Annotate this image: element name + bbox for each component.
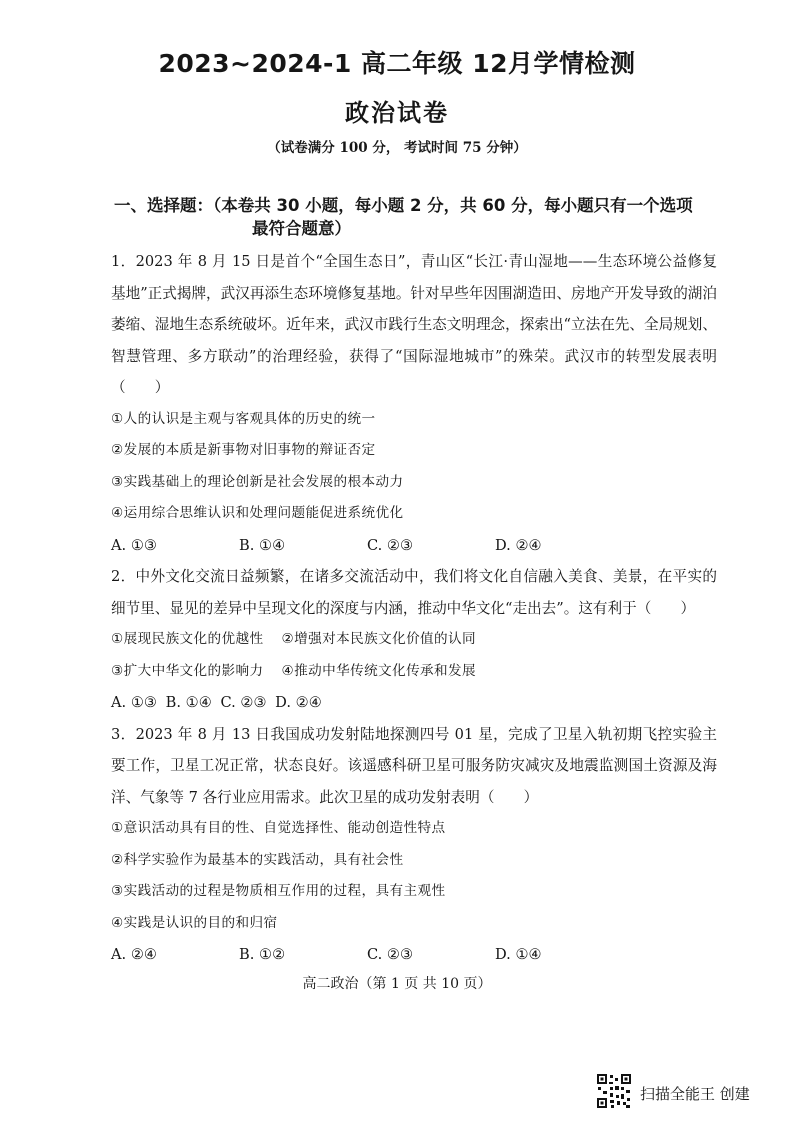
question-2-statement-4: ④推动中华传统文化传承和发展 <box>281 662 477 679</box>
question-3-answer-a: A. ②④ <box>111 946 157 963</box>
exam-note: （试卷满分 100 分， 考试时间 75 分钟） <box>267 140 527 156</box>
question-2-statement-3: ③扩大中华文化的影响力 <box>111 662 264 679</box>
question-2-statements-row-2 <box>111 656 717 688</box>
question-2-answer-c: C. ②③ <box>220 694 267 711</box>
question-3-statement-2: ②科学实验作为最基本的实践活动，具有社会性 <box>111 851 404 868</box>
question-3-answer-c: C. ②③ <box>367 946 414 963</box>
section-heading-line2: 最符合题意） <box>252 219 351 238</box>
qr-code-icon <box>596 1073 632 1109</box>
section-heading-line1: 一、选择题：（本卷共 30 小题，每小题 2 分，共 60 分，每小题只有一个选项 <box>114 196 693 215</box>
exam-title: 2023~2024-1 高二年级 12月学情检测 <box>158 49 636 78</box>
question-3-answer-b: B. ①② <box>239 946 286 963</box>
question-2-answer-a: A. ①③ <box>111 694 157 711</box>
question-1-statement-1: ①人的认识是主观与客观具体的历史的统一 <box>111 410 376 427</box>
section-heading <box>114 194 734 240</box>
question-3-statement-4: ④实践是认识的目的和归宿 <box>111 914 278 931</box>
question-2-answer-b: B. ①④ <box>165 694 212 711</box>
scanner-watermark: 扫描全能王 创建 <box>640 1085 750 1103</box>
question-1-answer-b: B. ①④ <box>239 536 286 554</box>
question-1-answer-a: A. ①③ <box>111 536 157 554</box>
question-3-answer-d: D. ①④ <box>495 946 542 963</box>
questions <box>111 246 717 971</box>
page-footer: 高二政治（第 1 页 共 10 页） <box>302 976 492 992</box>
question-2-answer-d: D. ②④ <box>275 694 322 711</box>
question-1-answer-c: C. ②③ <box>367 536 414 554</box>
question-2-statement-1: ①展现民族文化的优越性 <box>111 631 264 647</box>
question-2-statements-row-1 <box>111 624 717 656</box>
question-3-answers <box>111 939 717 971</box>
question-3-statement-3: ③实践活动的过程是物质相互作用的过程，具有主观性 <box>111 883 446 899</box>
question-2-statement-2: ②增强对本民族文化价值的认同 <box>281 631 477 647</box>
question-1-answers <box>111 530 717 562</box>
question-2-answers <box>111 687 717 719</box>
question-3-statement-1: ①意识活动具有目的性、自觉选择性、能动创造性特点 <box>111 820 446 836</box>
question-2-stem: 2．中外文化交流日益频繁，在诸多交流活动中，我们将文化自信融入美食、美景，在平实的细节里、显见的差异中呈现文化的深度与内涵，推动中华文化“走出去”。这有利于（ ） <box>111 568 717 617</box>
question-1-statement-3: ③实践基础上的理论创新是社会发展的根本动力 <box>111 473 404 490</box>
question-1-statement-4: ④运用综合思维认识和处理问题能促进系统优化 <box>111 505 404 521</box>
question-1-statement-2: ②发展的本质是新事物对旧事物的辩证否定 <box>111 442 376 458</box>
question-1-stem: 1．2023 年 8 月 15 日是首个“全国生态日”，青山区“长江·青山湿地——生态环境公益修复基地”正式揭牌，武汉再添生态环境修复基地。针对早些年因围湖造田、房地产开发导致的湖泊萎缩、湿地生态系统破坏。近年来，武汉市践行生态文明理念，探索出“立法在先、全局规划、智慧管理、多方联动”的治理经验，获得了“国际湿地城市”的殊荣。武汉市的转型发展表明（ ） <box>111 253 717 396</box>
exam-subject: 政治试卷 <box>345 99 449 127</box>
question-3-stem: 3．2023 年 8 月 13 日我国成功发射陆地探测四号 01 星，完成了卫星入轨初期飞控实验主要工作，卫星工况正常，状态良好。该遥感科研卫星可服务防灾减灾及地震监测国土资源及海洋、气象等 7 各行业应用需求。此次卫星的成功发射表明（ ） <box>111 725 717 806</box>
question-1-answer-d: D. ②④ <box>495 536 542 554</box>
